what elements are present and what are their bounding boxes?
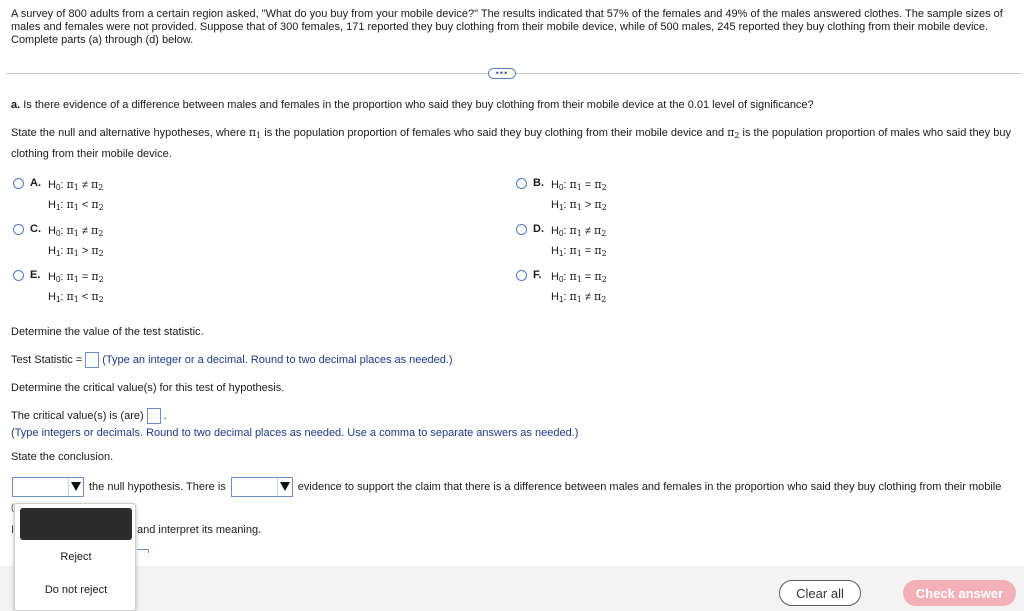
- option-e-h0-op: =: [81, 271, 89, 283]
- conclusion-row: [12, 477, 1006, 497]
- critical-value-prompt: Determine the critical value(s) for this test of hypothesis.: [11, 382, 285, 394]
- test-statistic-prompt: Determine the value of the test statistic.: [11, 326, 204, 338]
- option-c[interactable]: [13, 222, 104, 262]
- conclusion-text-1: the null hypothesis. There is: [89, 481, 226, 493]
- footer-bar: [0, 566, 1024, 611]
- option-f-h1-op: ≠: [584, 291, 591, 303]
- option-d-h1-op: =: [584, 245, 592, 257]
- conclusion-text-2: evidence to support the claim that there is a difference between males and females in the proportion who said they buy clothing from their mobile: [297, 481, 1002, 493]
- option-b-h0-op: =: [584, 179, 592, 191]
- option-d-h0-op: ≠: [584, 225, 591, 237]
- option-f-letter: F.: [533, 269, 542, 281]
- part-a-text: Is there evidence of a difference between males and females in the proportion who said they buy clothing from their mobile device at the 0.01 level of significance?: [20, 99, 814, 111]
- option-d-letter: D.: [533, 223, 544, 235]
- option-a-h1-op: <: [81, 199, 89, 211]
- obscured-text-fragment: (: [11, 502, 14, 512]
- dropdown-option-reject[interactable]: Reject: [60, 551, 92, 563]
- interpret-text: and interpret its meaning.: [137, 524, 262, 536]
- expand-more-button[interactable]: •••: [488, 68, 516, 79]
- option-d-hypotheses: $H_0$: $\pi_1 \ne \pi_2$ $H_1$: $\pi_1 = \pi_2$: [551, 224, 607, 258]
- radio-c[interactable]: [13, 224, 24, 235]
- decision-dropdown-menu: [14, 503, 136, 611]
- clear-all-button[interactable]: Clear all: [779, 580, 861, 606]
- chevron-down-icon[interactable]: [280, 482, 290, 491]
- dropdown-option-do-not-reject[interactable]: Do not reject: [44, 584, 108, 596]
- obscured-text-fragment-2: I: [11, 524, 15, 536]
- option-d[interactable]: [516, 222, 607, 262]
- chevron-down-icon[interactable]: [71, 482, 81, 491]
- part-a-question: [11, 99, 814, 111]
- radio-f[interactable]: [516, 270, 527, 281]
- hypotheses-prompt: [11, 124, 1016, 163]
- option-a[interactable]: [13, 176, 104, 216]
- evidence-select-arrow-box[interactable]: [277, 478, 292, 496]
- option-b-hypotheses: $H_0$: $\pi_1 = \pi_2$ $H_1$: $\pi_1 > \pi_2$: [551, 178, 607, 212]
- evidence-select[interactable]: [231, 477, 293, 497]
- test-statistic-row: [11, 352, 453, 368]
- dropdown-blank-option[interactable]: [20, 508, 132, 540]
- radio-d[interactable]: [516, 224, 527, 235]
- critical-value-hint: (Type integers or decimals. Round to two decimal places as needed. Use a comma to separate answers as needed.): [11, 427, 579, 439]
- check-answer-button[interactable]: Check answer: [903, 580, 1016, 606]
- radio-a[interactable]: [13, 178, 24, 189]
- option-e-h1-op: <: [81, 291, 89, 303]
- radio-e[interactable]: [13, 270, 24, 281]
- option-c-hypotheses: $H_0$: $\pi_1 \ne \pi_2$ $H_1$: $\pi_1 > \pi_2$: [48, 224, 104, 258]
- option-b-h1-op: >: [584, 199, 592, 211]
- obscured-input-corner: [137, 549, 149, 553]
- decision-select-arrow-box[interactable]: [68, 478, 83, 496]
- hypotheses-prompt-part2: is the population proportion of females who said they buy clothing from their mobile device and: [261, 127, 728, 139]
- hypotheses-prompt-part3: is the population proportion of males who said they buy clothing from their mobile device.: [11, 127, 1011, 160]
- option-c-letter: C.: [30, 223, 41, 235]
- critical-value-row: [11, 408, 167, 424]
- test-statistic-label: Test Statistic =: [11, 354, 83, 366]
- critical-value-label: The critical value(s) is (are): [11, 410, 144, 422]
- option-c-h0-op: ≠: [81, 225, 88, 237]
- critical-value-input[interactable]: [147, 408, 161, 424]
- conclusion-prompt: State the conclusion.: [11, 451, 114, 463]
- option-c-h1-op: >: [81, 245, 89, 257]
- decision-select[interactable]: [12, 477, 84, 497]
- option-a-h0-op: ≠: [81, 179, 88, 191]
- hypotheses-prompt-part1: State the null and alternative hypotheses, where: [11, 127, 249, 139]
- option-e-letter: E.: [30, 269, 41, 281]
- pi1-symbol: $\pi_1$: [248, 126, 262, 140]
- option-f-hypotheses: $H_0$: $\pi_1 = \pi_2$ $H_1$: $\pi_1 \ne \pi_2$: [551, 270, 607, 304]
- test-statistic-input[interactable]: [85, 352, 99, 368]
- option-a-hypotheses: $H_0$: $\pi_1 \ne \pi_2$ $H_1$: $\pi_1 < \pi_2$: [48, 178, 104, 212]
- option-e-hypotheses: $H_0$: $\pi_1 = \pi_2$ $H_1$: $\pi_1 < \pi_2$: [48, 270, 104, 304]
- option-b[interactable]: [516, 176, 607, 216]
- option-f-h0-op: =: [584, 271, 592, 283]
- test-statistic-hint: (Type an integer or a decimal. Round to two decimal places as needed.): [102, 354, 453, 366]
- option-e[interactable]: [13, 268, 104, 308]
- critical-value-suffix: .: [163, 410, 167, 422]
- option-a-letter: A.: [30, 177, 41, 189]
- option-b-letter: B.: [533, 177, 544, 189]
- option-f[interactable]: [516, 268, 607, 308]
- problem-statement: A survey of 800 adults from a certain region asked, "What do you buy from your mobile device?" The results indicated that 57% of the females and 49% of the males answered clothes. The sample sizes of males and females were not provided. Suppose that of 300 females, 171 reported they buy clothing from their mobile device, while of 500 males, 245 reported they buy clothing from their mobile device. Complete parts (a) through (d) below.: [11, 8, 1003, 46]
- radio-b[interactable]: [516, 178, 527, 189]
- part-a-letter: a.: [11, 99, 21, 111]
- pi2-symbol: $\pi_2$: [727, 126, 740, 140]
